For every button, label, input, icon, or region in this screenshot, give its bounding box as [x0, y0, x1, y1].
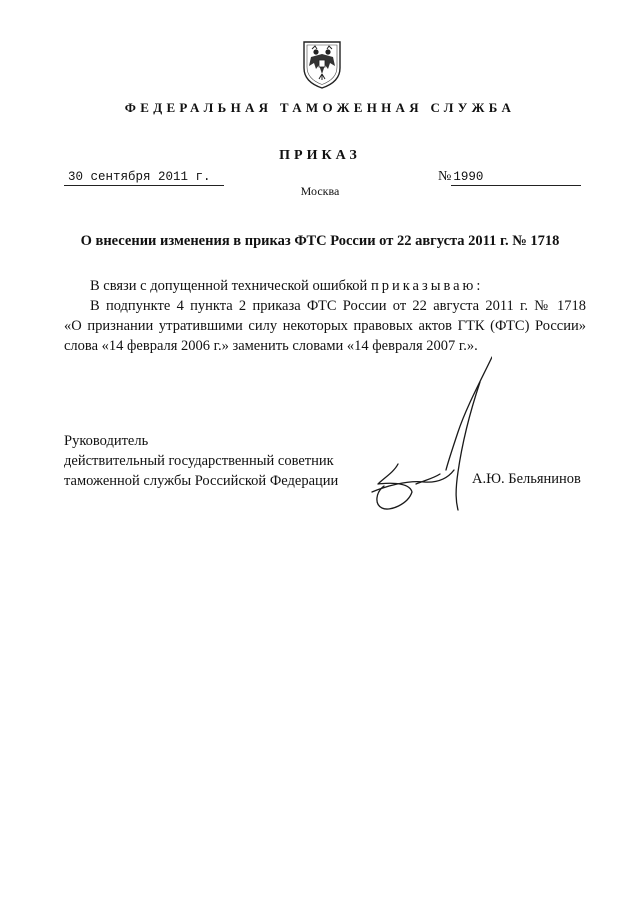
- body-order-word: приказываю:: [370, 278, 484, 294]
- signer-position: [64, 431, 364, 491]
- body-paragraph-intro: [64, 276, 586, 296]
- body-line-2: В подпункте 4 пункта 2 приказа ФТС России от 22 августа 2011 г. № 1718: [90, 298, 586, 314]
- signer-title-line-1: Руководитель: [64, 433, 149, 449]
- document-type-heading: ПРИКАЗ: [279, 148, 361, 163]
- signer-name: А.Ю. Бельянинов: [472, 471, 581, 487]
- agency-title: ФЕДЕРАЛЬНАЯ ТАМОЖЕННАЯ СЛУЖБА: [124, 100, 516, 115]
- body-line-4: слова «14 февраля 2006 г.» заменить словами «14 февраля 2007 г.».: [64, 338, 478, 354]
- body-line-3: «О признании утратившими силу некоторых правовых актов ГТК (ФТС) России»: [64, 318, 586, 334]
- body-intro-text: В связи с допущенной технической ошибкой: [90, 278, 371, 294]
- signer-title-line-3: таможенной службы Российской Федерации: [64, 473, 339, 489]
- signer-title-line-2: действительный государственный советник: [64, 453, 334, 469]
- document-number: 1990: [451, 170, 581, 186]
- order-body: [64, 276, 586, 356]
- document-date: 30 сентября 2011 г.: [64, 170, 224, 186]
- city-label: Москва: [300, 184, 340, 198]
- handwritten-signature-icon: [362, 352, 492, 522]
- coat-of-arms-icon: [298, 38, 346, 90]
- order-subject: О внесении изменения в приказ ФТС России от 22 августа 2011 г. № 1718: [80, 233, 560, 249]
- number-sign: №: [438, 169, 452, 184]
